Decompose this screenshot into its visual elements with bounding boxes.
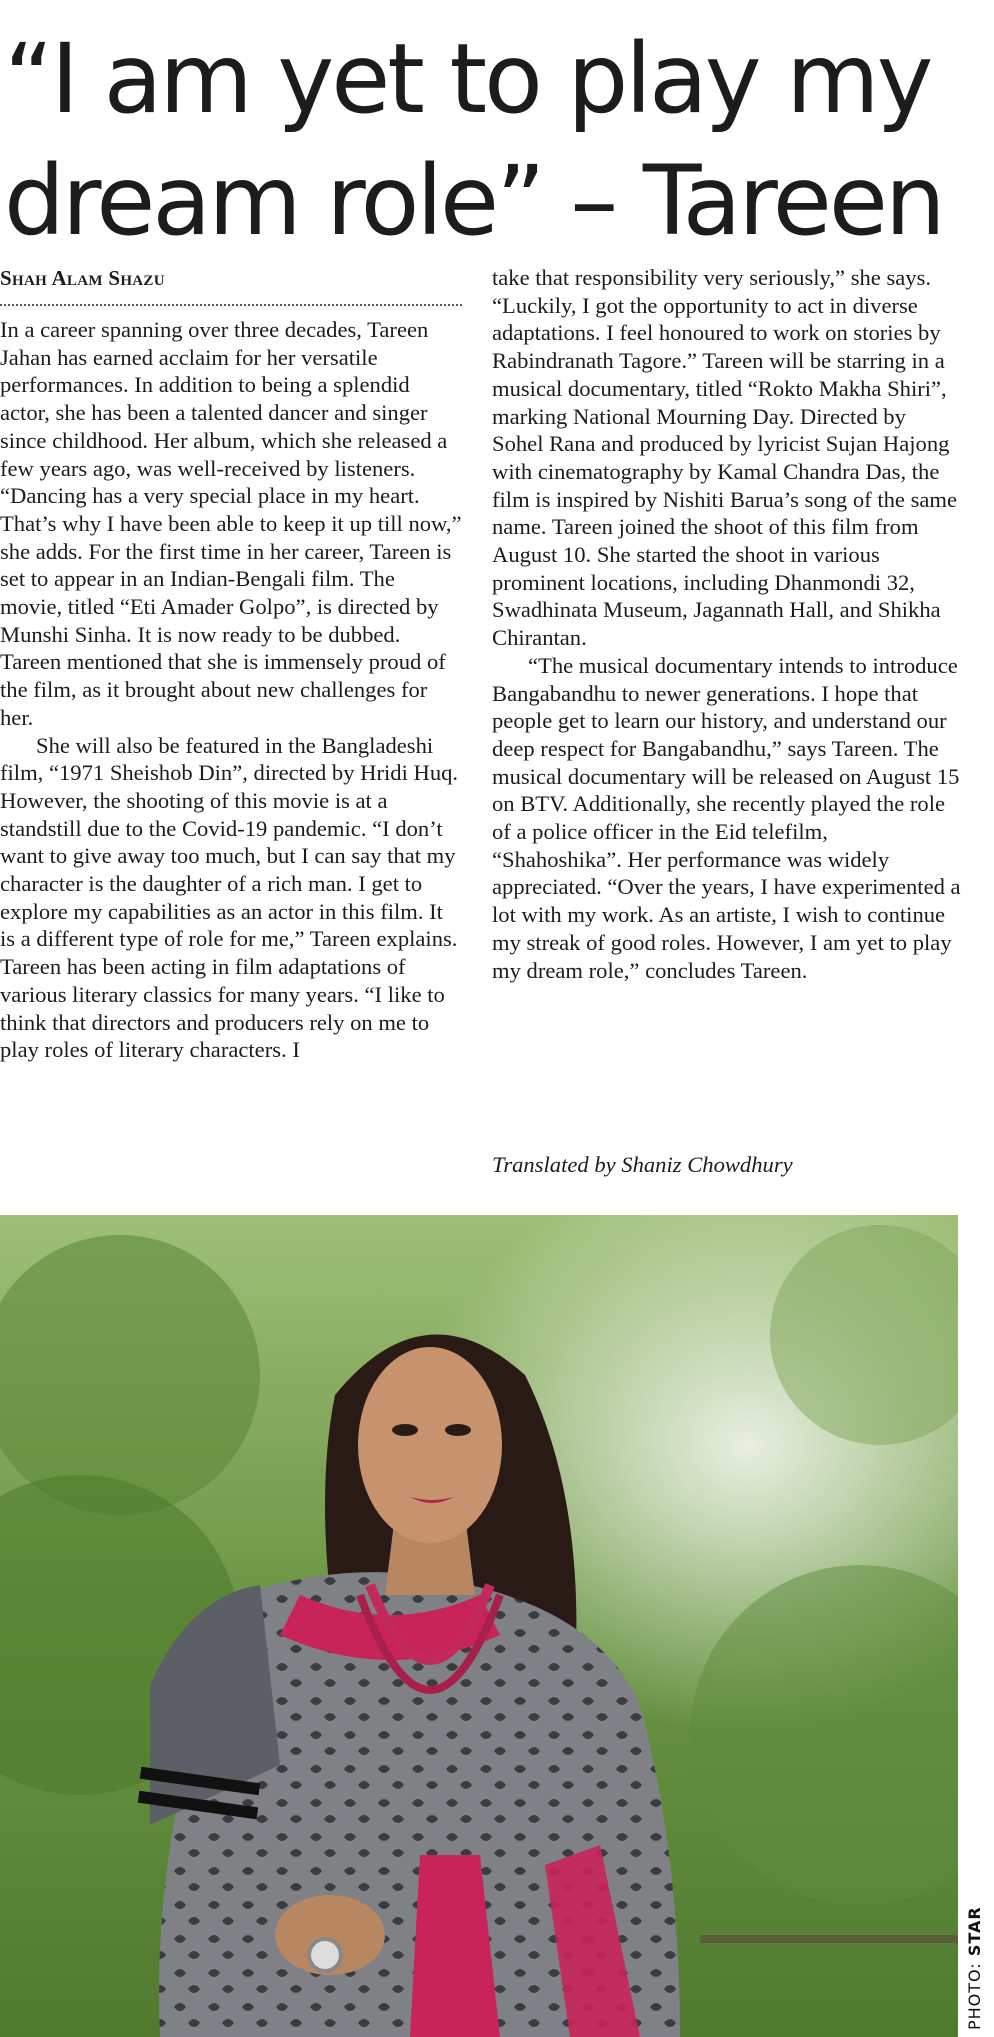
translator-credit: Translated by Shaniz Chowdhury [492,1152,793,1177]
paragraph: In a career spanning over three decades, Tareen Jahan has earned acclaim for her versatile performances. In addition to being a splendid actor, she has been a talented dancer and singer since childhood. Her album, which she released a few years ago, was well-received by listeners. “Dancing has a very special place in my heart. That’s why I have been able to keep it up till now,” she adds. For the first time in her career, Tareen is set to appear in an Indian-Bengali film. The movie, titled “Eti Amader Golpo”, is directed by Munshi Sinha. It is now ready to be dubbed. Tareen mentioned that she is immensely proud of the film, as it brought about new challenges for her. [0,317,462,730]
photo-credit-source: STAR [965,1906,984,1957]
photo-credit-label: PHOTO: [965,1962,984,2030]
paragraph: She will also be featured in the Bangladeshi film, “1971 Sheishob Din”, directed by Hridi Huq. However, the shooting of this movie is at a standstill due to the Covid-19 pandemic. “I don’t want to give away too much, but I can say that my character is the daughter of a rich man. I get to explore my capabilities as an actor in this film. It is a different type of role for me,” Tareen explains. Tareen has been acting in film adaptations of various literary classics for many years. “I like to think that directors and producers rely on me to play roles of literary characters. I [0,732,459,1063]
headline-line-2: dream role” – Tareen [4,145,943,257]
paragraph: “The musical documentary intends to introduce Bangabandhu to newer generations. I hope that people get to learn our history, and understand our deep respect for Bangabandhu,” says Tareen. The musical documentary will be released on August 15 on BTV. Additionally, she recently played the role of a police officer in the Eid telefilm, “Shahoshika”. Her performance was widely appreciated. “Over the years, I have experimented a lot with my work. As an artiste, I wish to continue my streak of good roles. However, I am yet to play my dream role,” concludes Tareen. [492,652,961,983]
portrait-illustration [0,1215,958,2037]
portrait-photo [0,1215,958,2037]
byline-divider [0,304,462,306]
photo-credit [965,1906,984,2030]
headline [4,18,990,262]
article-column-left [0,316,462,1064]
paragraph: take that responsibility very seriously,” she says. “Luckily, I got the opportunity to act in diverse adaptations. I feel honoured to work on stories by Rabindranath Tagore.” Tareen will be starring in a musical documentary, titled “Rokto Makha Shiri”, marking National Mourning Day. Directed by Sohel Rana and produced by lyricist Sujan Hajong with cinematography by Kamal Chandra Das, the film is inspired by Nishiti Barua’s song of the same name. Tareen joined the shoot of this film from August 10. She started the shoot in various prominent locations, including Dhanmondi 32, Swadhinata Museum, Jagannath Hall, and Shikha Chirantan. [492,265,958,651]
headline-line-1: “I am yet to play my [4,23,931,135]
article-column-right [492,264,962,984]
byline: Shah Alam Shazu [0,266,165,290]
